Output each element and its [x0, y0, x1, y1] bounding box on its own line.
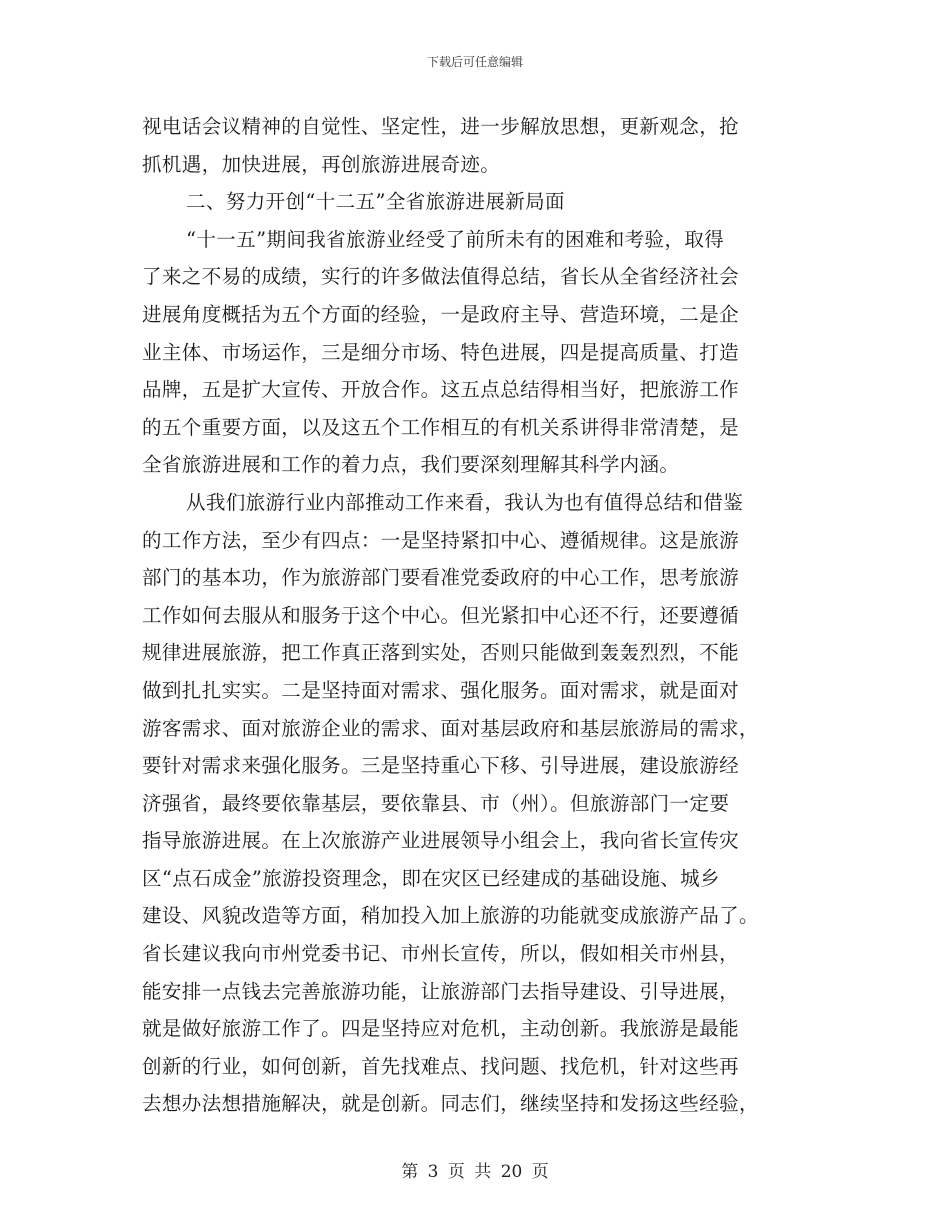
text-line: 就是做好旅游工作了。四是坚持应对危机，主动创新。我旅游是最能 — [142, 1017, 740, 1041]
text-line: 济强省，最终要依靠基层，要依靠县、市（州）。但旅游部门一定要 — [142, 791, 730, 815]
text-line: 省长建议我向市州党委书记、市州长宣传，所以，假如相关市州县， — [142, 942, 740, 966]
text-line: 要针对需求来强化服务。三是坚持重心下移、引导进展，建设旅游经 — [142, 754, 740, 778]
text-line: 视电话会议精神的自觉性、坚定性，进一步解放思想，更新观念，抢 — [142, 115, 740, 138]
text-line: 创新的行业，如何创新，首先找难点、找问题、找危机，针对这些再 — [142, 1054, 740, 1078]
text-line: 进展角度概括为五个方面的经验，一是政府主导、营造环境，二是企 — [142, 302, 740, 326]
text-line: 品牌，五是扩大宣传、开放合作。这五点总结得相当好，把旅游工作 — [142, 378, 740, 402]
text-line: 全省旅游进展和工作的着力点，我们要深刻理解其科学内涵。 — [142, 453, 680, 477]
text-line: 部门的基本功，作为旅游部门要看准党委政府的中心工作，思考旅游 — [142, 566, 740, 590]
text-line: 业主体、市场运作，三是细分市场、特色进展，四是提高质量、打造 — [142, 340, 740, 364]
text-line: 的五个重要方面，以及这五个工作相互的有机关系讲得非常清楚，是 — [142, 415, 740, 439]
text-line: 从我们旅游行业内部推动工作来看，我认为也有值得总结和借鉴 — [186, 490, 744, 514]
text-line: 能安排一点钱去完善旅游功能，让旅游部门去指导建设、引导进展， — [142, 979, 740, 1003]
text-line: 指导旅游进展。在上次旅游产业进展领导小组会上，我向省长宣传灾 — [142, 829, 740, 853]
text-line: 的工作方法，至少有四点：一是坚持紧扣中心、遵循规律。这是旅游 — [142, 528, 740, 552]
text-line: 去想办法想措施解决，就是创新。同志们，继续坚持和发扬这些经验， — [142, 1092, 759, 1116]
text-line: 游客需求、面对旅游企业的需求、面对基层政府和基层旅游局的需求， — [142, 716, 759, 740]
text-line: 抓机遇，加快进展，再创旅游进展奇迹。 — [142, 152, 501, 176]
text-line: 做到扎扎实实。二是坚持面对需求、强化服务。面对需求，就是面对 — [142, 678, 740, 702]
text-line: “十一五”期间我省旅游业经受了前所未有的困难和考验，取得 — [186, 227, 725, 251]
text-line: 工作如何去服从和服务于这个中心。但光紧扣中心还不行，还要遵循 — [142, 603, 740, 627]
text-line: 建设、风貌改造等方面，稍加投入加上旅游的功能就变成旅游产品了。 — [142, 904, 759, 928]
page-header: 下载后可任意编辑 — [426, 55, 523, 69]
document-body — [142, 108, 810, 1123]
text-line: 规律进展旅游，把工作真正落到实处，否则只能做到轰轰烈烈，不能 — [142, 641, 740, 665]
text-line: 了来之不易的成绩，实行的许多做法值得总结，省长从全省经济社会 — [142, 265, 740, 289]
section-heading: 二、努力开创“十二五”全省旅游进展新局面 — [186, 190, 565, 214]
page-number: 第 3 页 共 20 页 — [401, 1162, 549, 1182]
text-line: 区“点石成金”旅游投资理念，即在灾区已经建成的基础设施、城乡 — [142, 866, 720, 890]
